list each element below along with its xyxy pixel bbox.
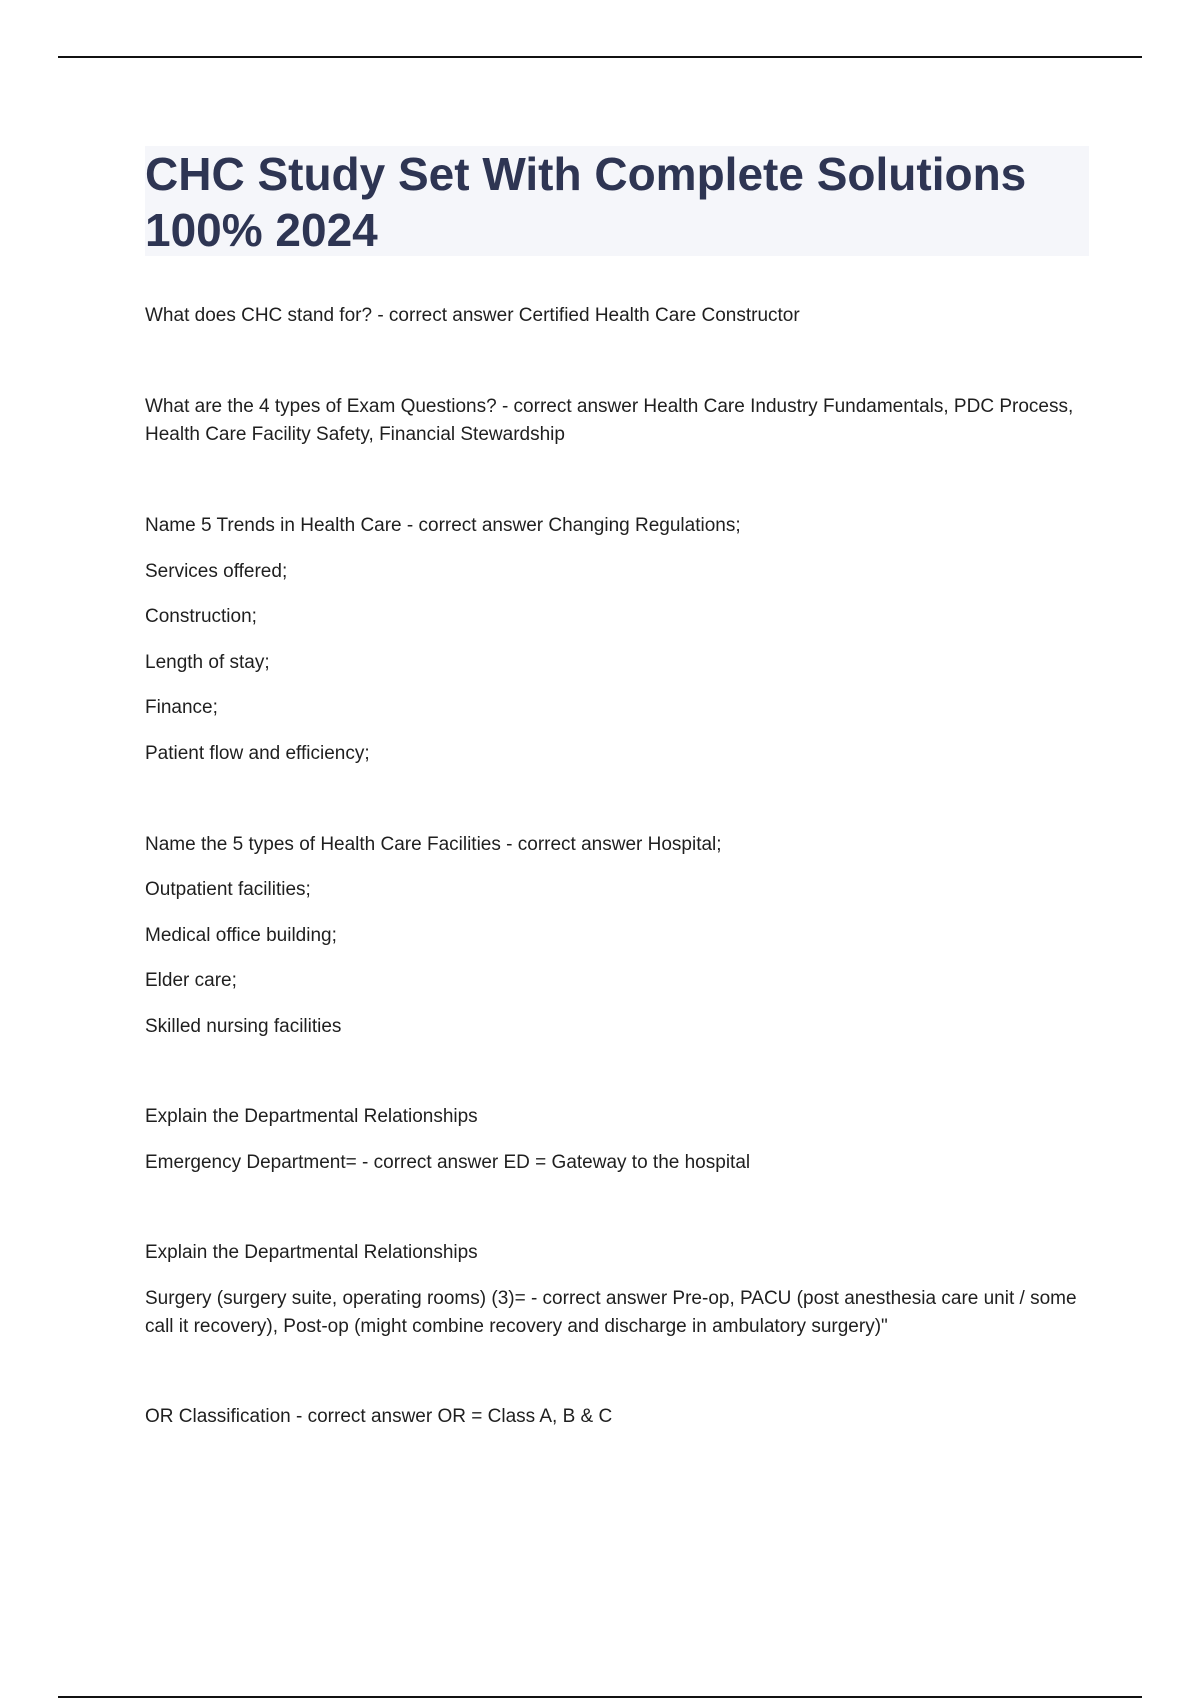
qa-line: Explain the Departmental Relationships xyxy=(145,1106,478,1127)
qa-line: Emergency Department= - correct answer ED = Gateway to the hospital xyxy=(145,1152,751,1173)
bottom-rule xyxy=(58,1696,1142,1698)
top-rule xyxy=(58,56,1142,58)
qa-line: Finance; xyxy=(145,697,218,718)
qa-line: Patient flow and efficiency; xyxy=(145,743,370,764)
document-title xyxy=(145,146,1089,258)
qa-line: Name the 5 types of Health Care Facilities - correct answer Hospital; xyxy=(145,834,722,855)
qa-line: What does CHC stand for? - correct answer Certified Health Care Constructor xyxy=(145,305,800,326)
title-line-1: CHC Study Set With Complete Solutions xyxy=(145,148,1027,200)
qa-line: Length of stay; xyxy=(145,652,270,673)
qa-line: Surgery (surgery suite, operating rooms) (3)= - correct answer Pre-op, PACU (post anesthesia care unit / some call it recovery), Post-op (might combine recovery and discharge in ambulatory surgery)" xyxy=(145,1288,1077,1337)
qa-line: OR Classification - correct answer OR = Class A, B & C xyxy=(145,1406,613,1427)
qa-line: Name 5 Trends in Health Care - correct answer Changing Regulations; xyxy=(145,515,741,536)
qa-line: Construction; xyxy=(145,606,257,627)
qa-line: Medical office building; xyxy=(145,925,337,946)
qa-line: Skilled nursing facilities xyxy=(145,1016,342,1037)
qa-line: Explain the Departmental Relationships xyxy=(145,1242,478,1263)
qa-line: Elder care; xyxy=(145,970,237,991)
qa-line: Outpatient facilities; xyxy=(145,879,311,900)
qa-line: Services offered; xyxy=(145,561,288,582)
qa-line: What are the 4 types of Exam Questions? - correct answer Health Care Industry Fundamentals, PDC Process, Health Care Facility Safety, Financial Stewardship xyxy=(145,396,1074,445)
title-line-2: 100% 2024 xyxy=(145,204,378,256)
